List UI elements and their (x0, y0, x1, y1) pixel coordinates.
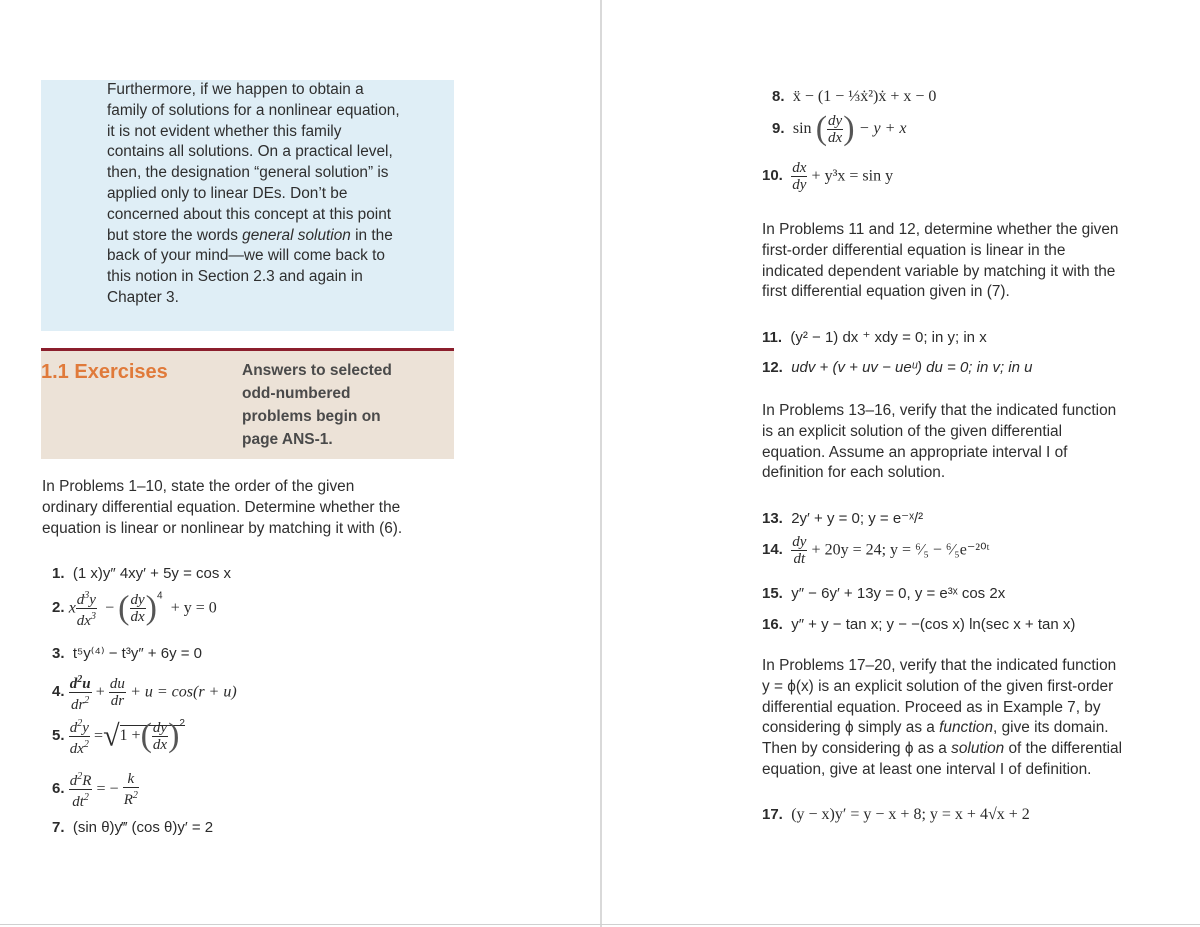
problem-2: 2. x $\frac{d^3y}{dx^3}$ − ( $\frac{dy}{dx}$ )$^4$ + y = 0 (52, 589, 217, 629)
problem-3: 3. t⁵y⁽⁴⁾ − t³y″ + 6y = 0 (52, 645, 202, 662)
problem-10: 10. $\frac{dx}{dy}$ + y³x = sin y (762, 160, 894, 193)
instructions-11-12: In Problems 11 and 12, determine whether the given first-order differential equation is linear in the indicated dependent variable by matching it with the first differential equation given in (7). (762, 221, 1119, 301)
problem-17: 17. (y − x)y′ = y − x + 8; y = x + 4√x + 2 (762, 806, 1030, 823)
problem-1: 1. (1 x)y″ 4xy′ + 5y = cos x (52, 565, 232, 582)
problem-7: 7. (sin θ)y‴ (cos θ)y′ = 2 (52, 819, 214, 836)
margin-note-box (41, 80, 454, 331)
problem-11: 11. (y² − 1) dx ⁺ xdy = 0; in y; in x (762, 329, 987, 346)
problem-6: 6. $\frac{d^2R}{dt^2}$ = − $\frac{k}{R^2}$ (52, 771, 138, 810)
answers-note: Answers to selected odd-numbered problems begin on page ANS-1. (242, 362, 392, 448)
problem-12: 12. udv + (v + uv − ueᵘ) du = 0; in v; in u (762, 359, 1033, 376)
problem-5: 5. $\frac{d^2y}{dx^2}$ =√1 +( $\frac{dy}{dx}$ )$^2$ (52, 717, 185, 757)
problem-16: 16. y″ + y − tan x; y − −(cos x) ln(sec x + tan x) (762, 616, 1076, 633)
instructions-1-10: In Problems 1–10, state the order of the given ordinary differential equation. Determine whether the equation is linear or nonlinear by matching it with (6). (42, 478, 403, 537)
problem-14: 14. $\frac{dy}{dt}$ + 20y = 24; y = ⁶⁄₅ − ⁶⁄₅e⁻²⁰ᵗ (762, 534, 990, 567)
exercises-header (41, 351, 454, 459)
margin-note-text: Furthermore, if we happen to obtain a family of solutions for a nonlinear equation, it is not evident whether this family contains all solutions. On a practical level, then, the designation “general solution” is applied only to linear DEs. Don’t be concerned about this concept at this point but store the words general solution in the back of your mind—we will come back to this notion in Section 2.3 and again in Chapter 3. (107, 81, 400, 306)
problem-15: 15. y″ − 6y′ + 13y = 0, y = e³ˣ cos 2x (762, 585, 1006, 602)
right-page (602, 0, 1200, 927)
instructions-17-20: In Problems 17–20, verify that the indicated function y = ϕ(x) is an explicit solution of the given first-order differential equation. Proceed as in Example 7, by considering ϕ simply as a function, give its domain. Then by considering ϕ as a solution of the differential equation, give at least one interval I of definition. (762, 657, 1122, 778)
problem-8: 8. ẍ − (1 − ⅓ẋ²)ẋ + x − 0 (772, 88, 937, 105)
exercises-title: 1.1 Exercises (41, 361, 168, 383)
instructions-13-16: In Problems 13–16, verify that the indicated function is an explicit solution of the given differential equation. Assume an appropriate interval I of definition for each solution. (762, 402, 1117, 482)
problem-9: 9. sin ( $\frac{dy}{dx}$ ) − y + x (772, 110, 907, 147)
problem-13: 13. 2y′ + y = 0; y = e⁻ˣ/² (762, 510, 924, 527)
bottom-rule (0, 924, 1200, 925)
problem-4: 4. $\frac{d^2u}{dr^2}$ + $\frac{du}{dr}$ + u = cos(r + u) (52, 674, 237, 713)
